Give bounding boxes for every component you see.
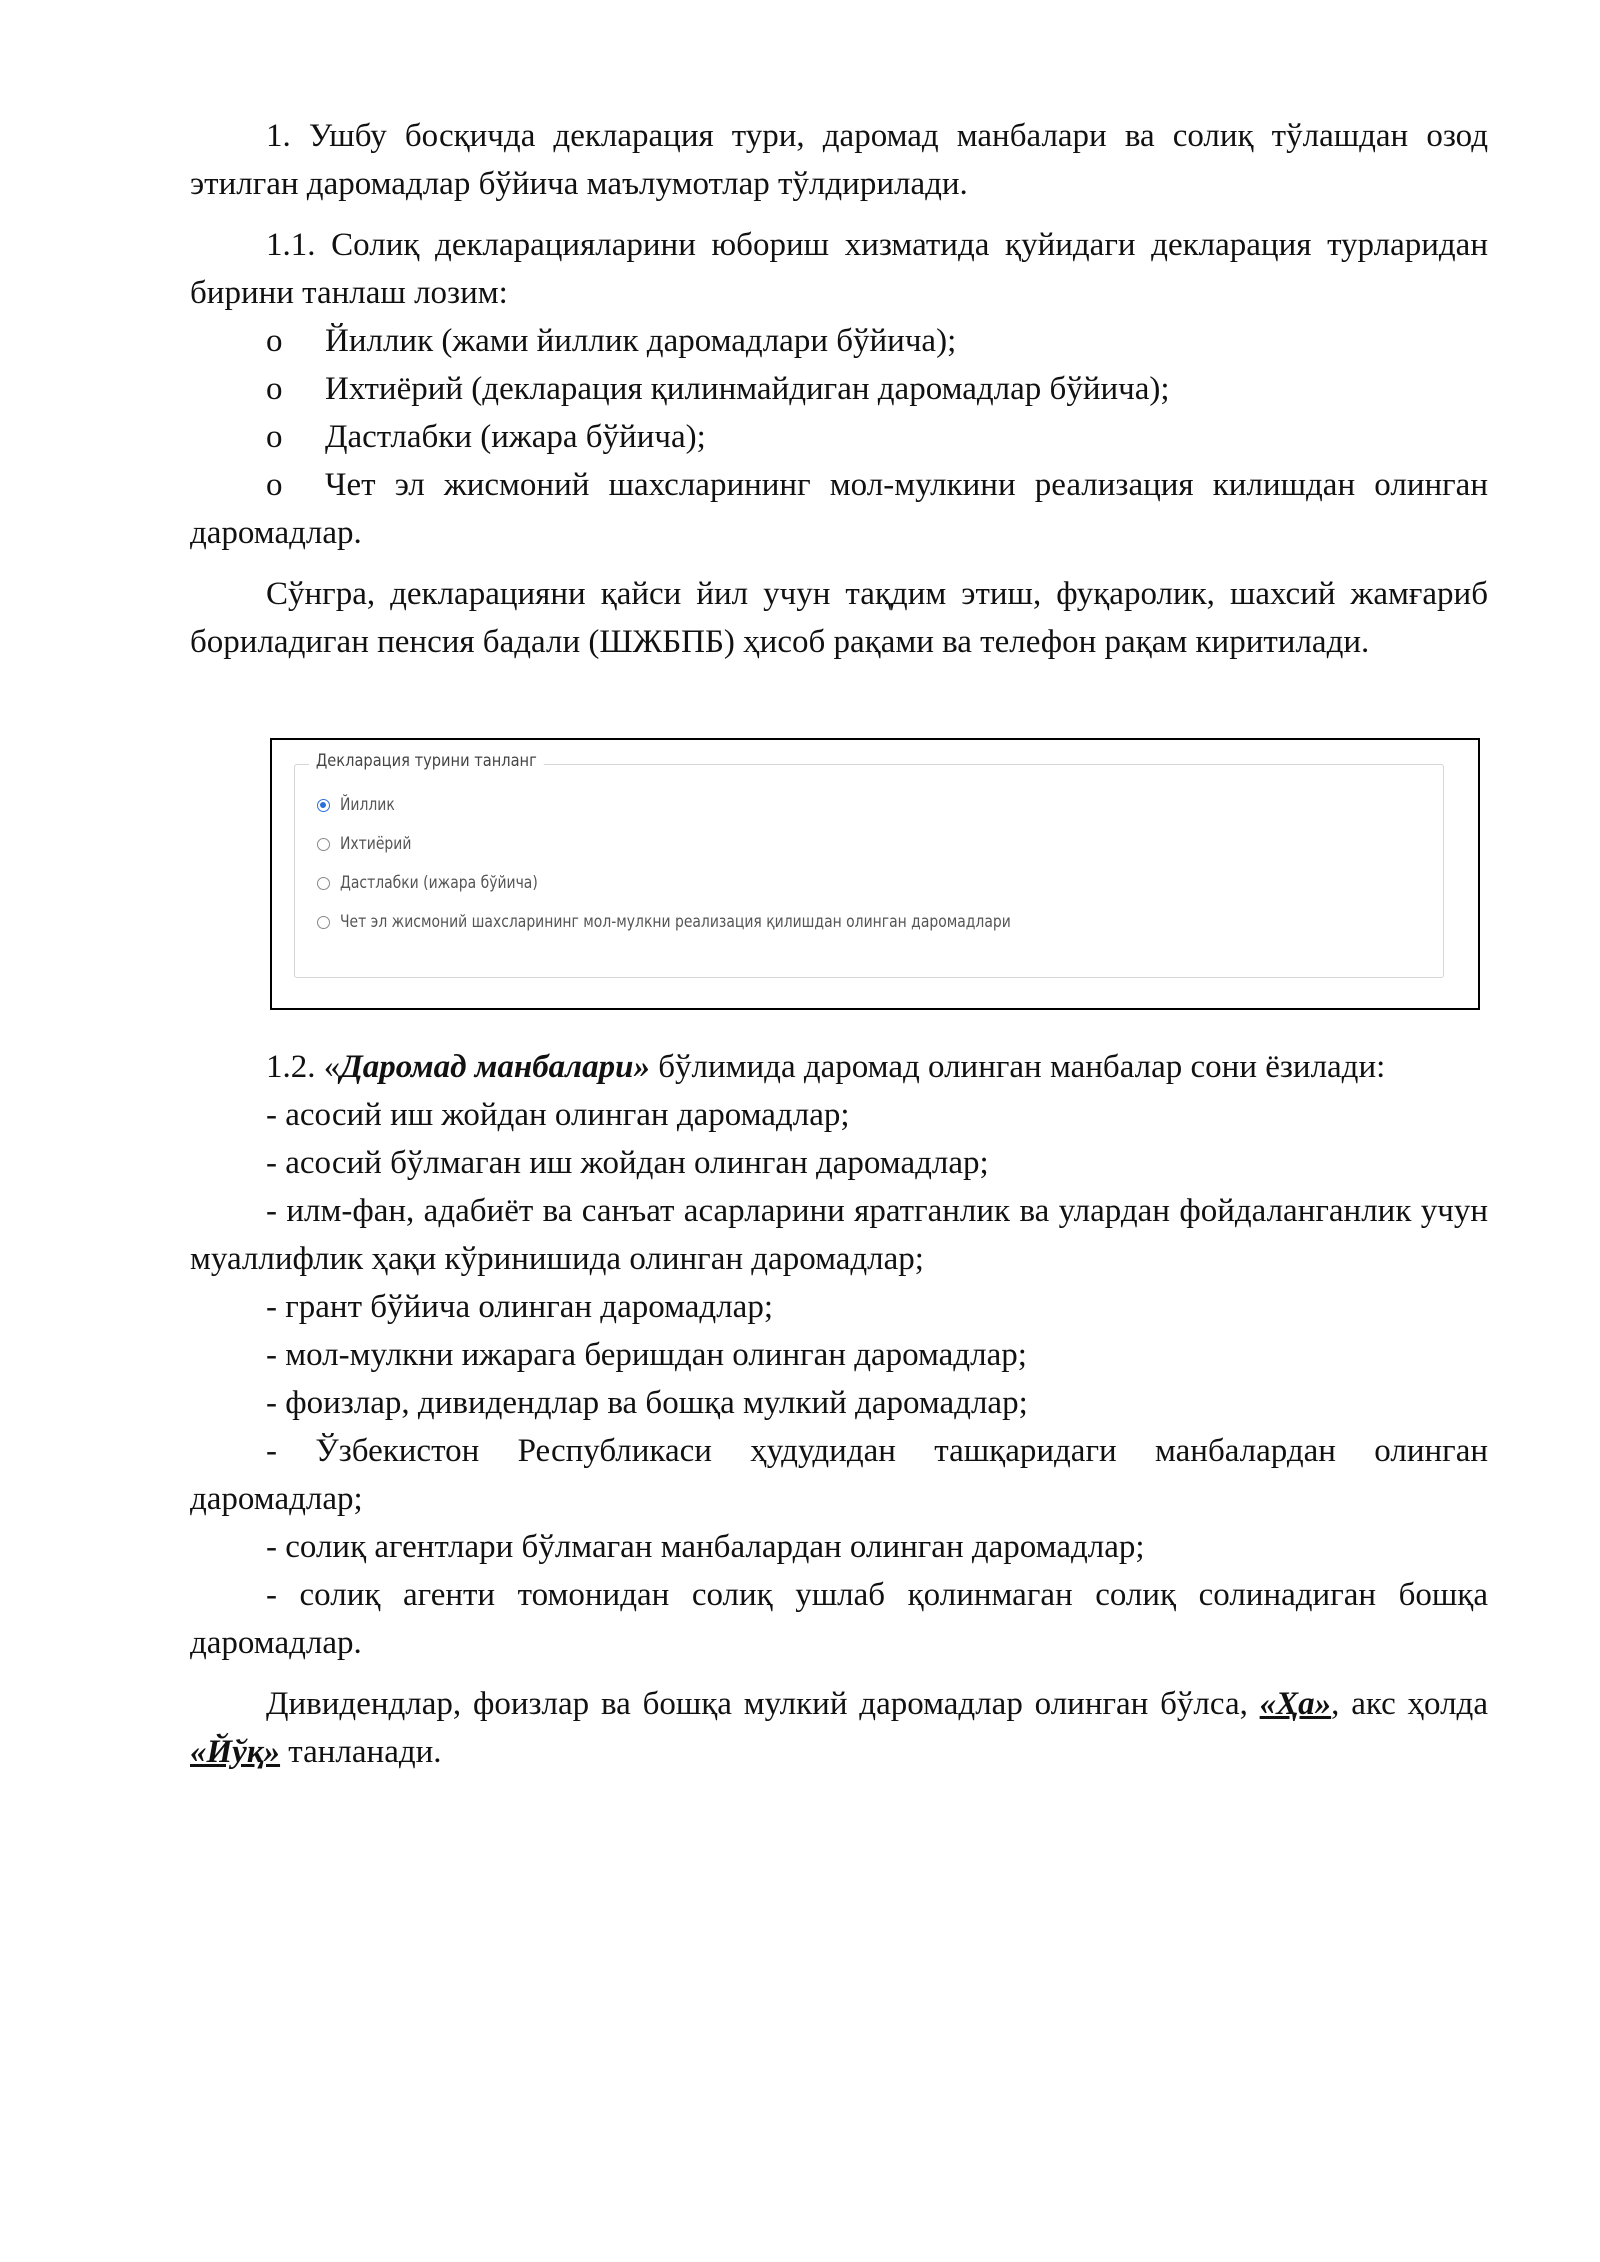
section-number: 1.2. « <box>266 1049 341 1085</box>
radio-option-annual[interactable] <box>317 795 407 815</box>
option-yes: «Ҳа» <box>1259 1686 1332 1722</box>
radio-label: Чет эл жисмоний шахсларининг мол-мулкни реализация қилишдан олинган даромадлари <box>340 912 1011 932</box>
section-title: Даромад манбалари» <box>340 1049 650 1085</box>
declaration-type-fieldset <box>294 751 1444 978</box>
document-section-1-2 <box>190 1043 1488 1776</box>
bullet-marker: o <box>266 323 283 359</box>
radio-selected-icon[interactable] <box>317 799 330 812</box>
list-item <box>190 413 1488 461</box>
list-item: - солиқ агенти томонидан солиқ ушлаб қолинмаган солиқ солинадиган бошқа даромадлар. <box>190 1577 1488 1661</box>
radio-icon[interactable] <box>317 916 330 929</box>
radio-label: Ихтиёрий <box>340 834 412 854</box>
option-no: «Йўқ» <box>190 1734 281 1770</box>
list-item: - асосий бўлмаган иш жойдан олинган даромадлар; <box>266 1145 989 1181</box>
radio-label: Дастлабки (ижара бўйича) <box>340 873 538 893</box>
paragraph-1-1: 1.1. Солиқ декларацияларини юбориш хизматида қуйидаги декларация турларидан бирини танлаш лозим: <box>190 227 1488 311</box>
list-item: - Ўзбекистон Республикаси ҳудудидан ташқаридаги манбалардан олинган даромадлар; <box>190 1433 1488 1517</box>
document-page <box>190 112 1488 666</box>
paragraph-after-list: Сўнгра, декларацияни қайси йил учун тақдим этиш, фуқаролик, шахсий жамғариб бориладиган пенсия бадали (ШЖБПБ) ҳисоб рақами ва телефон рақам киритилади. <box>190 576 1488 660</box>
radio-icon[interactable] <box>317 877 330 890</box>
radio-option-foreign[interactable] <box>317 912 1158 932</box>
radio-icon[interactable] <box>317 838 330 851</box>
final-text-a: Дивидендлар, фоизлар ва бошқа мулкий даромадлар олинган бўлса, <box>266 1686 1260 1722</box>
list-item-text: Дастлабки (ижара бўйича); <box>325 419 706 455</box>
list-item-text: Чет эл жисмоний шахсларининг мол-мулкини реализация килишдан олинган даромадлар. <box>190 467 1488 551</box>
final-text-b: , акс ҳолда <box>1331 1686 1488 1722</box>
list-item <box>190 365 1488 413</box>
bullet-marker: o <box>266 467 283 503</box>
list-item: - фоизлар, дивидендлар ва бошқа мулкий даромадлар; <box>266 1385 1028 1421</box>
list-item <box>190 461 1488 557</box>
paragraph-1-2 <box>190 1043 1488 1091</box>
radio-label: Йиллик <box>340 795 395 815</box>
paragraph-intro: 1. Ушбу босқичда декларация тури, даромад манбалари ва солиқ тўлашдан озод этилган даромадлар бўйича маълумотлар тўлдирилади. <box>190 118 1488 202</box>
radio-option-voluntary[interactable] <box>317 834 427 854</box>
fieldset-legend: Декларация турини танланг <box>309 751 544 771</box>
final-text-c: танланади. <box>280 1734 442 1770</box>
paragraph-final <box>190 1680 1488 1776</box>
list-item: - солиқ агентлари бўлмаган манбалардан олинган даромадлар; <box>266 1529 1145 1565</box>
list-item: - мол-мулкни ижарага беришдан олинган даромадлар; <box>266 1337 1027 1373</box>
bullet-marker: o <box>266 419 283 455</box>
list-item <box>190 317 1488 365</box>
list-item-text: Йиллик (жами йиллик даромадлари бўйича); <box>325 323 957 359</box>
declaration-type-screenshot <box>270 738 1480 1010</box>
list-item-text: Ихтиёрий (декларация қилинмайдиган даромадлар бўйича); <box>325 371 1170 407</box>
list-item: - грант бўйича олинган даромадлар; <box>266 1289 773 1325</box>
section-lead-text: бўлимида даромад олинган манбалар сони ёзилади: <box>649 1049 1386 1085</box>
radio-option-preliminary[interactable] <box>317 873 581 893</box>
bullet-marker: o <box>266 371 283 407</box>
list-item: - асосий иш жойдан олинган даромадлар; <box>266 1097 850 1133</box>
list-item: - илм-фан, адабиёт ва санъат асарларини яратганлик ва улардан фойдаланганлик учун муаллифлик ҳақи кўринишида олинган даромадлар; <box>190 1193 1488 1277</box>
